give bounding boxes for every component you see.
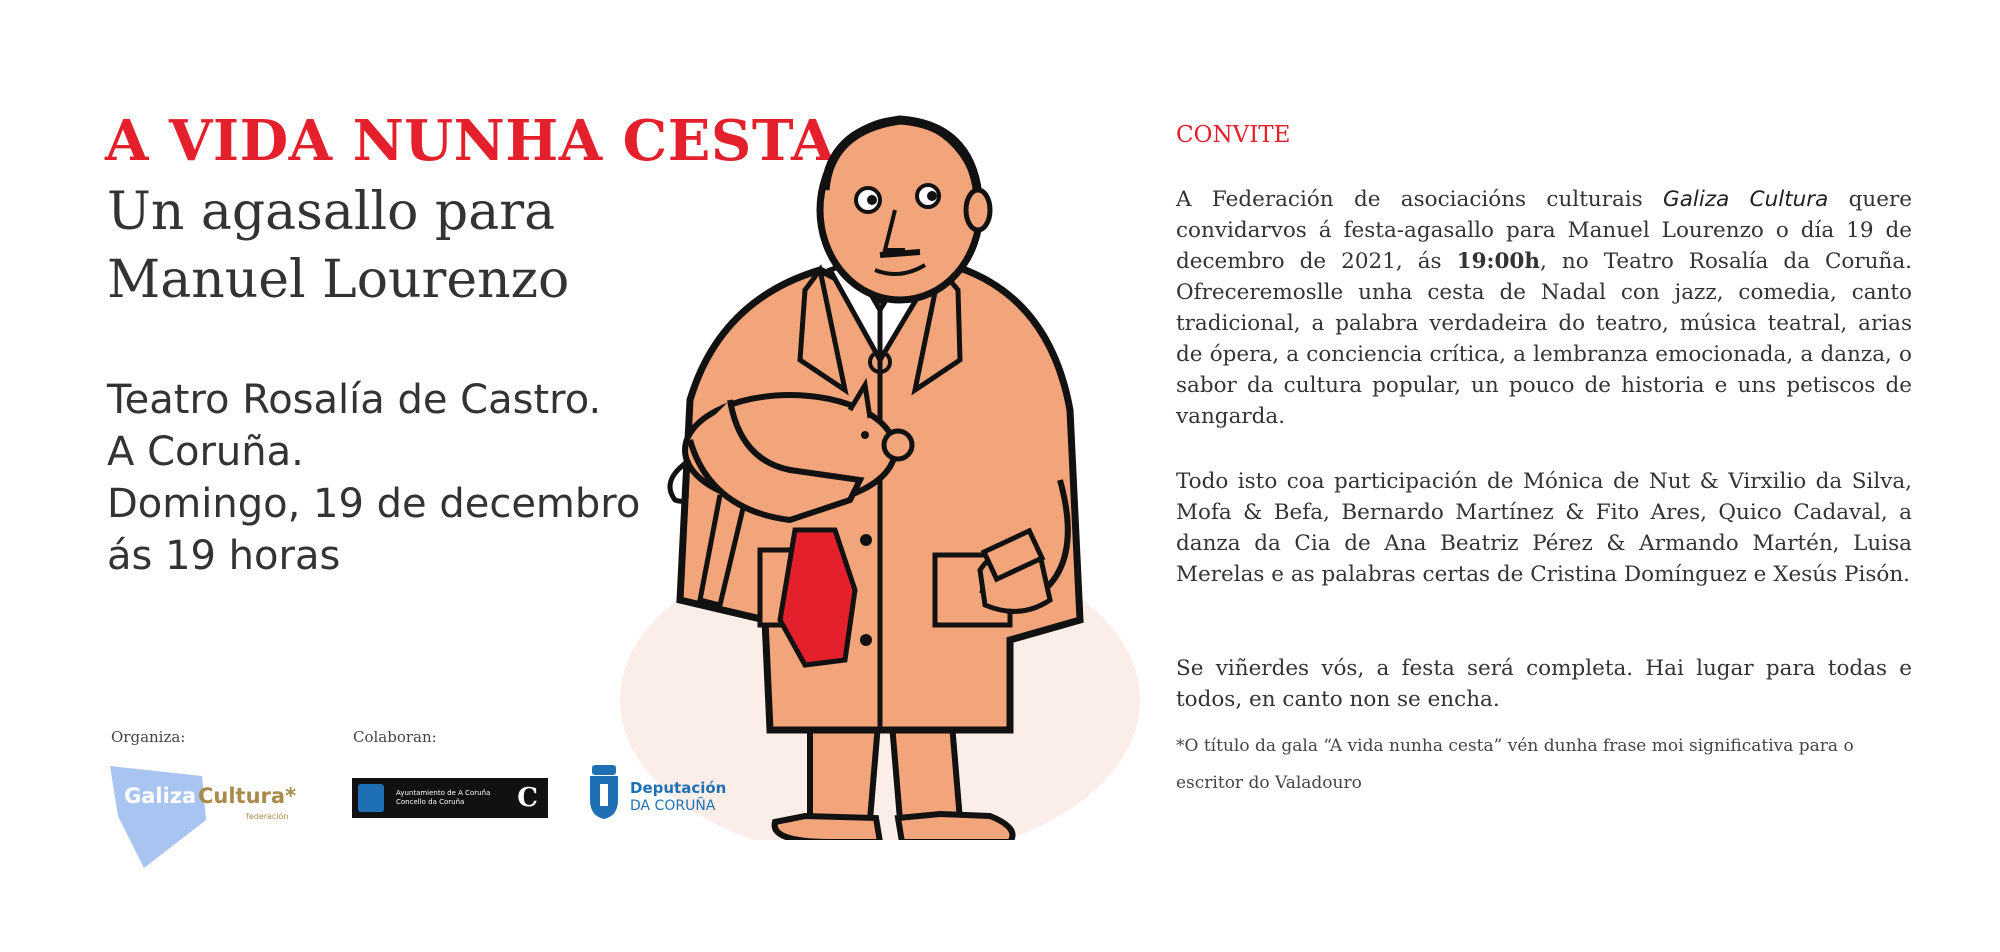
- concello-c-icon: C: [517, 783, 538, 813]
- footnote: *O título da gala “A vida nunha cesta” vén dunha frase moi significativa para o escritor do Valadouro: [1176, 736, 1854, 793]
- federacion-word: federación: [246, 812, 289, 821]
- concello-line-2: Concello da Coruña: [396, 798, 465, 806]
- p1-after: , no Teatro Rosalía da Coruña. Ofreceremoslle unha cesta de Nadal con jazz, comedia, canto tradicional, a palabra verdadeira do teatro, música teatral, arias de ópera, a conciencia crítica, a lembranza emocionada, a danza, o sabor da cultura popular, un pouco de historia e uns petiscos de vangarda.: [1176, 249, 1912, 429]
- p1-before: A Federación de asociacións culturais: [1176, 187, 1664, 212]
- venue-line-3: Domingo, 19 de decembro: [107, 481, 641, 527]
- subtitle-line-1: Un agasallo para: [107, 182, 556, 242]
- organiza-label: Organiza:: [111, 728, 186, 746]
- deputacion-coruna-logo: [586, 762, 726, 822]
- subtitle-line-2: Manuel Lourenzo: [107, 250, 570, 310]
- invitation-paragraph-3: Se viñerdes vós, a festa será completa. Hai lugar para todas e todos, en canto non se encha.: [1176, 656, 1912, 712]
- event-subtitle: [107, 178, 569, 314]
- p1-middle: quere convidarvos á festa-agasallo para Manuel Lourenzo o día 19 de decembro de 2021, ás: [1176, 187, 1912, 274]
- shield-icon: [358, 784, 384, 812]
- cultura-word: Cultura*: [198, 784, 297, 808]
- venue-line-2: A Coruña.: [107, 429, 304, 475]
- galiza-cultura-brand: Galiza Cultura: [1663, 187, 1829, 212]
- event-title: A VIDA NUNHA CESTA: [105, 108, 835, 174]
- event-time: 19:00h: [1456, 249, 1541, 274]
- deputacion-line-1: Deputación: [630, 779, 727, 797]
- venue-line-1: Teatro Rosalía de Castro.: [107, 377, 602, 423]
- invitation-paragraph-2: Todo isto coa participación de Mónica de Nut & Virxilio da Silva, Mofa & Befa, Bernardo Martínez & Fito Ares, Quico Cadaval, a danza da Cia de Ana Beatriz Pérez & Armando Martén, Luisa Merelas e as palabras certas de Cristina Domínguez e Xesús Pisón.: [1176, 469, 1912, 587]
- deputacion-line-2: DA CORUÑA: [630, 798, 716, 814]
- invitation-paragraph-1: [1176, 184, 1912, 432]
- concello-coruna-logo: [352, 778, 548, 818]
- galiza-word: Galiza: [124, 784, 197, 808]
- concello-text: [396, 789, 490, 807]
- concello-line-1: Ayuntamiento de A Coruña: [396, 789, 491, 797]
- venue-details: [107, 374, 640, 582]
- deputacion-crest-icon: [586, 762, 622, 820]
- convite-heading: CONVITE: [1176, 122, 1291, 148]
- colaboran-label: Colaboran:: [353, 728, 437, 746]
- galiza-cultura-logo: [110, 760, 310, 870]
- venue-line-4: ás 19 horas: [107, 533, 341, 579]
- illustration-man-with-pig: [580, 100, 1140, 840]
